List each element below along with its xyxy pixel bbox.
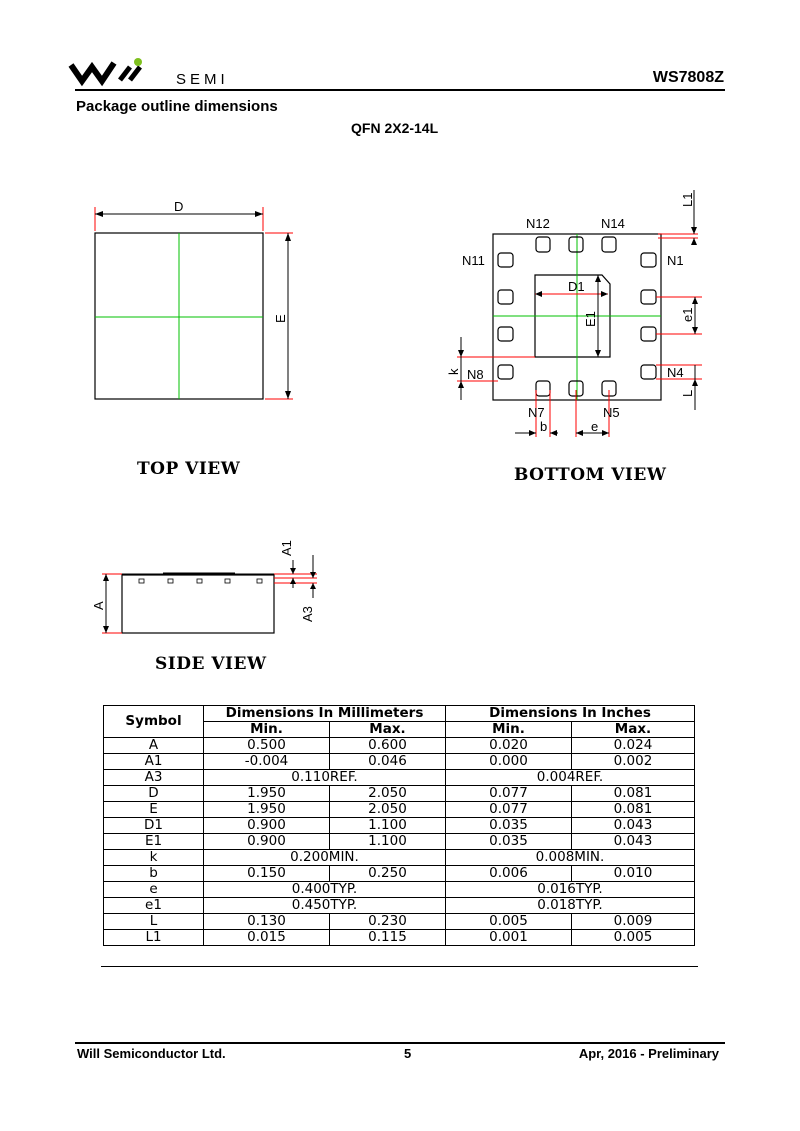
in-merged-cell: 0.004REF.	[446, 770, 695, 786]
symbol-cell: e1	[104, 898, 204, 914]
mm-max-cell: 0.115	[330, 930, 446, 946]
table-row	[104, 850, 695, 866]
symbol-cell: e	[104, 882, 204, 898]
footer-company: Will Semiconductor Ltd.	[77, 1046, 226, 1061]
mm-merged-cell: 0.450TYP.	[204, 898, 446, 914]
mm-max-cell: 0.250	[330, 866, 446, 882]
in-max-cell: 0.024	[572, 738, 695, 754]
in-min-cell: 0.000	[446, 754, 572, 770]
part-number: WS7808Z	[652, 69, 724, 86]
table-row	[104, 818, 695, 834]
symbol-cell: D	[104, 786, 204, 802]
dimension-table	[103, 705, 695, 946]
mm-merged-cell: 0.110REF.	[204, 770, 446, 786]
table-bottom-rule	[101, 966, 698, 967]
mm-min-cell: 0.150	[204, 866, 330, 882]
dim-D-label: D	[174, 199, 184, 214]
table-row	[104, 930, 695, 946]
dim-A-label: A	[91, 601, 106, 610]
pin-N14-label: N14	[601, 216, 625, 231]
symbol-cell: A3	[104, 770, 204, 786]
mm-min-cell: 1.950	[204, 802, 330, 818]
dim-k-label: k	[446, 368, 461, 375]
in-min-cell: 0.005	[446, 914, 572, 930]
table-row	[104, 738, 695, 754]
top-view-label: TOP VIEW	[137, 459, 241, 479]
dim-L1-label: L1	[680, 192, 695, 207]
mm-max-cell: 1.100	[330, 818, 446, 834]
symbol-cell: A	[104, 738, 204, 754]
mm-merged-cell: 0.400TYP.	[204, 882, 446, 898]
mm-max-cell: 0.600	[330, 738, 446, 754]
in-min-cell: 0.020	[446, 738, 572, 754]
in-merged-cell: 0.008MIN.	[446, 850, 695, 866]
symbol-cell: A1	[104, 754, 204, 770]
pin-N1-label: N1	[667, 253, 684, 268]
symbol-cell: b	[104, 866, 204, 882]
in-min-header: Min.	[446, 722, 572, 738]
dim-e-label: e	[591, 419, 599, 434]
symbol-cell: k	[104, 850, 204, 866]
package-name: QFN 2X2-14L	[351, 120, 439, 136]
pin-N4-label: N4	[667, 365, 684, 380]
symbol-cell: D1	[104, 818, 204, 834]
pin-N12-label: N12	[526, 216, 550, 231]
footer-rule	[75, 1042, 725, 1044]
mm-max-cell: 2.050	[330, 802, 446, 818]
mm-merged-cell: 0.200MIN.	[204, 850, 446, 866]
symbol-cell: E	[104, 802, 204, 818]
footer-page-number: 5	[404, 1046, 412, 1061]
in-max-header: Max.	[572, 722, 695, 738]
pin-N8-label: N8	[467, 367, 484, 382]
in-max-cell: 0.009	[572, 914, 695, 930]
dim-b-label: b	[540, 419, 548, 434]
dim-L-label: L	[680, 389, 695, 397]
in-min-cell: 0.035	[446, 818, 572, 834]
mm-max-header: Max.	[330, 722, 446, 738]
table-row	[104, 802, 695, 818]
mm-max-cell: 1.100	[330, 834, 446, 850]
mm-header: Dimensions In Millimeters	[204, 706, 446, 722]
bottom-view-label: BOTTOM VIEW	[514, 465, 667, 485]
dim-A3-label: A3	[300, 606, 315, 622]
in-merged-cell: 0.016TYP.	[446, 882, 695, 898]
pin-N7-label: N7	[528, 405, 545, 420]
pin-N5-label: N5	[603, 405, 620, 420]
section-title: Package outline dimensions	[76, 98, 278, 115]
symbol-cell: E1	[104, 834, 204, 850]
table-row	[104, 898, 695, 914]
mm-min-cell: 0.500	[204, 738, 330, 754]
in-min-cell: 0.001	[446, 930, 572, 946]
table-row	[104, 754, 695, 770]
pin-N11-label: N11	[462, 253, 485, 268]
in-header: Dimensions In Inches	[446, 706, 695, 722]
mm-min-cell: -0.004	[204, 754, 330, 770]
table-row	[104, 882, 695, 898]
in-max-cell: 0.010	[572, 866, 695, 882]
in-min-cell: 0.006	[446, 866, 572, 882]
dim-D1-label: D1	[568, 279, 585, 294]
mm-min-cell: 0.900	[204, 818, 330, 834]
mm-min-cell: 0.015	[204, 930, 330, 946]
in-min-cell: 0.077	[446, 802, 572, 818]
table-row	[104, 770, 695, 786]
mm-max-cell: 0.230	[330, 914, 446, 930]
table-row	[104, 834, 695, 850]
top-view-drawing	[80, 195, 310, 410]
header-rule	[75, 89, 725, 91]
dim-E-label: E	[273, 314, 288, 323]
symbol-cell: L1	[104, 930, 204, 946]
in-min-cell: 0.035	[446, 834, 572, 850]
table-row	[104, 786, 695, 802]
will-semi-logo	[68, 55, 168, 87]
mm-min-cell: 1.950	[204, 786, 330, 802]
side-view-drawing	[85, 530, 325, 640]
in-max-cell: 0.043	[572, 834, 695, 850]
in-max-cell: 0.043	[572, 818, 695, 834]
mm-min-cell: 0.130	[204, 914, 330, 930]
in-max-cell: 0.081	[572, 786, 695, 802]
side-view-label: SIDE VIEW	[155, 654, 267, 674]
symbol-cell: L	[104, 914, 204, 930]
in-max-cell: 0.005	[572, 930, 695, 946]
bottom-view-drawing	[440, 185, 710, 445]
in-max-cell: 0.002	[572, 754, 695, 770]
mm-max-cell: 0.046	[330, 754, 446, 770]
dim-E1-label: E1	[583, 311, 598, 327]
table-row	[104, 914, 695, 930]
dim-e1-label: e1	[680, 307, 695, 322]
brand-text: SEMI	[176, 71, 229, 88]
in-min-cell: 0.077	[446, 786, 572, 802]
symbol-header: Symbol	[104, 706, 204, 738]
in-max-cell: 0.081	[572, 802, 695, 818]
mm-min-cell: 0.900	[204, 834, 330, 850]
mm-min-header: Min.	[204, 722, 330, 738]
table-header-row	[104, 706, 695, 722]
footer-date: Apr, 2016 - Preliminary	[578, 1046, 719, 1061]
mm-max-cell: 2.050	[330, 786, 446, 802]
dim-A1-label: A1	[279, 540, 294, 556]
table-row	[104, 866, 695, 882]
in-merged-cell: 0.018TYP.	[446, 898, 695, 914]
